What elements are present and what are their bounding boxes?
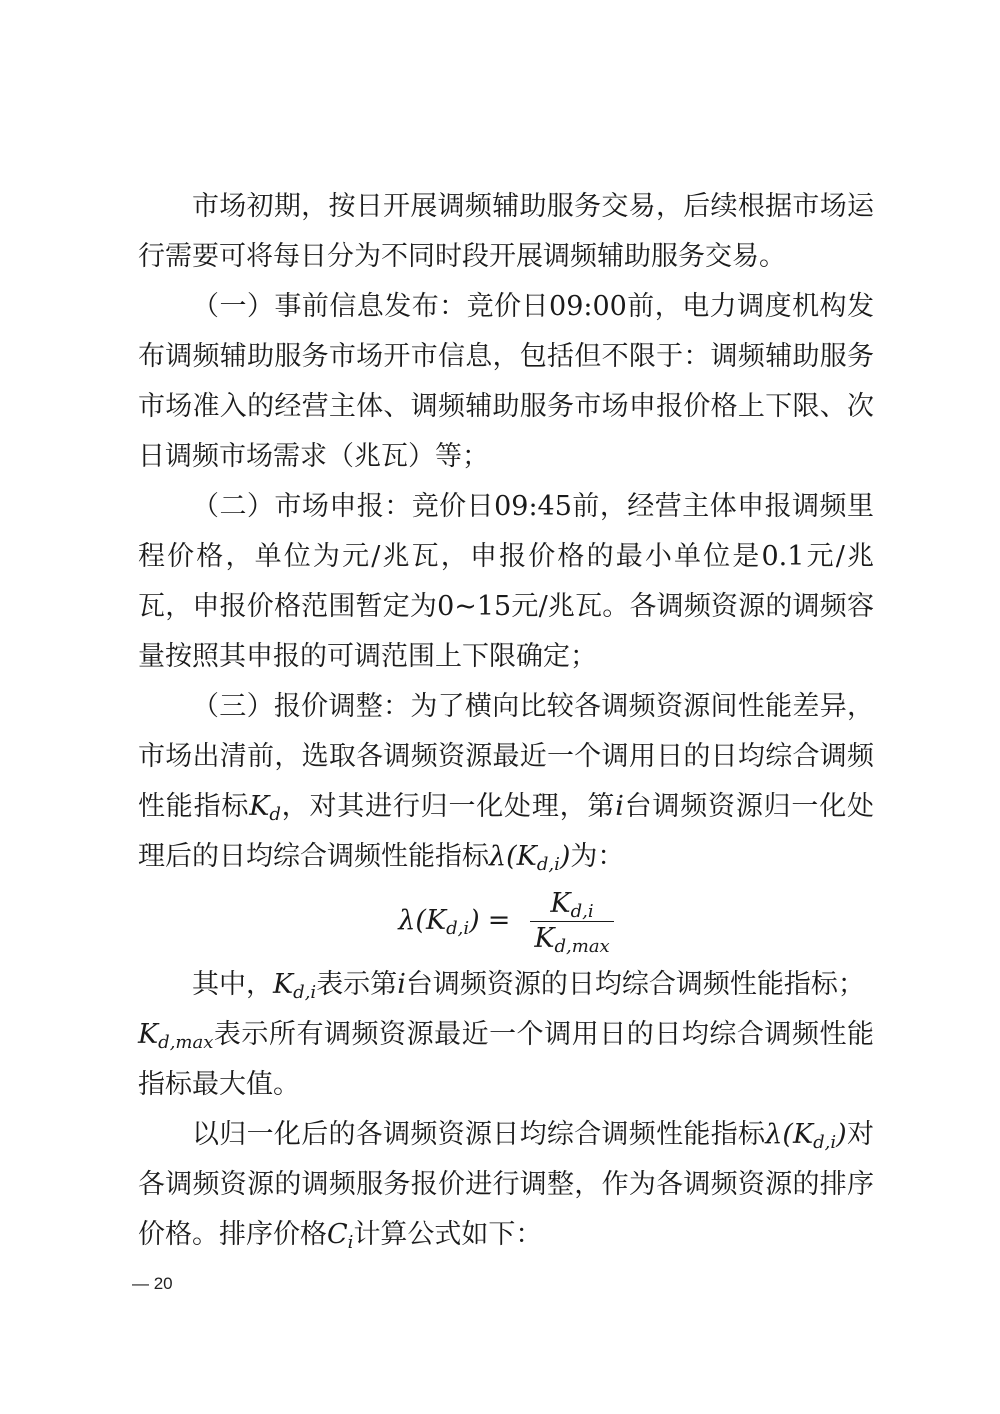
text-segment: 对各调频资源的调频服务报价进行调整，作为各调频资源的排序价格。排序价格: [138, 1119, 875, 1250]
text-segment: ，对其进行归一化处理，第: [280, 791, 616, 822]
text-segment: 台调频资源的日均综合调频性能指标；: [405, 969, 865, 1000]
symbol-i: i: [397, 969, 406, 1000]
normalization-formula: [138, 884, 874, 958]
paragraph-info-release: （一）事前信息发布：竞价日09:00前，电力调度机构发布调频辅助服务市场开市信息，包括但不限于：调频辅助服务市场准入的经营主体、调频辅助服务市场申报价格上下限、次日调频市场需求（兆瓦）等；: [138, 291, 874, 472]
text-segment: 其中，: [192, 969, 273, 1000]
text-segment: 表示所有调频资源最近一个调用日的日均综合调频性能指标最大值。: [138, 1019, 874, 1100]
text-segment: 以归一化后的各调频资源日均综合调频性能指标: [192, 1119, 766, 1150]
formula-lhs: $\lambda(K_{d,i})$: [398, 905, 480, 939]
formula-fraction: [530, 887, 613, 956]
symbol-lambda-kdi: $\lambda(K_{d,i})$: [489, 841, 571, 875]
paragraph-formula-explanation: [138, 960, 874, 1010]
paragraph-market-bidding: （二）市场申报：竞价日09:45前，经营主体申报调频里程价格，单位为元/兆瓦，申报价格的最小单位是0.1元/兆瓦，申报价格范围暂定为0~15元/兆瓦。各调频资源的调频容量按照其申报的可调范围上下限确定；: [138, 491, 874, 672]
text-segment: 台调频资源归一化处理后的日均综合调频性能指标: [138, 791, 875, 872]
text-segment: 为：: [570, 841, 625, 872]
paragraph-sorting-price: [138, 1110, 874, 1260]
text-segment: （三）报价调整：为了横向比较各调频资源间性能差异，市场出清前，选取各调频资源最近一个调用日的日均综合调频性能指标: [138, 691, 874, 822]
symbol-kd: $K_d$: [249, 791, 281, 825]
formula-equals: =: [487, 905, 511, 936]
body-text: [138, 182, 874, 1260]
symbol-kdmax: $K_{d,max}$: [138, 1019, 214, 1053]
symbol-kdi: $K_{d,i}$: [273, 969, 317, 1003]
text-segment: 计算公式如下：: [353, 1219, 543, 1250]
fraction-numerator: $K_{d,i}$: [550, 887, 594, 922]
symbol-ci: $C_i$: [327, 1219, 354, 1253]
paragraph-price-adjustment: [138, 682, 874, 882]
paragraph-market-initial: 市场初期，按日开展调频辅助服务交易，后续根据市场运行需要可将每日分为不同时段开展调频辅助服务交易。: [138, 191, 874, 272]
symbol-i: i: [615, 791, 624, 822]
symbol-lambda-kdi: $\lambda(K_{d,i})$: [765, 1119, 847, 1153]
fraction-denominator: $K_{d,max}$: [530, 921, 613, 956]
page-number: — 20: [132, 1274, 173, 1293]
paragraph-formula-explanation-cont: [138, 1010, 874, 1110]
text-segment: 表示第: [316, 969, 398, 1000]
